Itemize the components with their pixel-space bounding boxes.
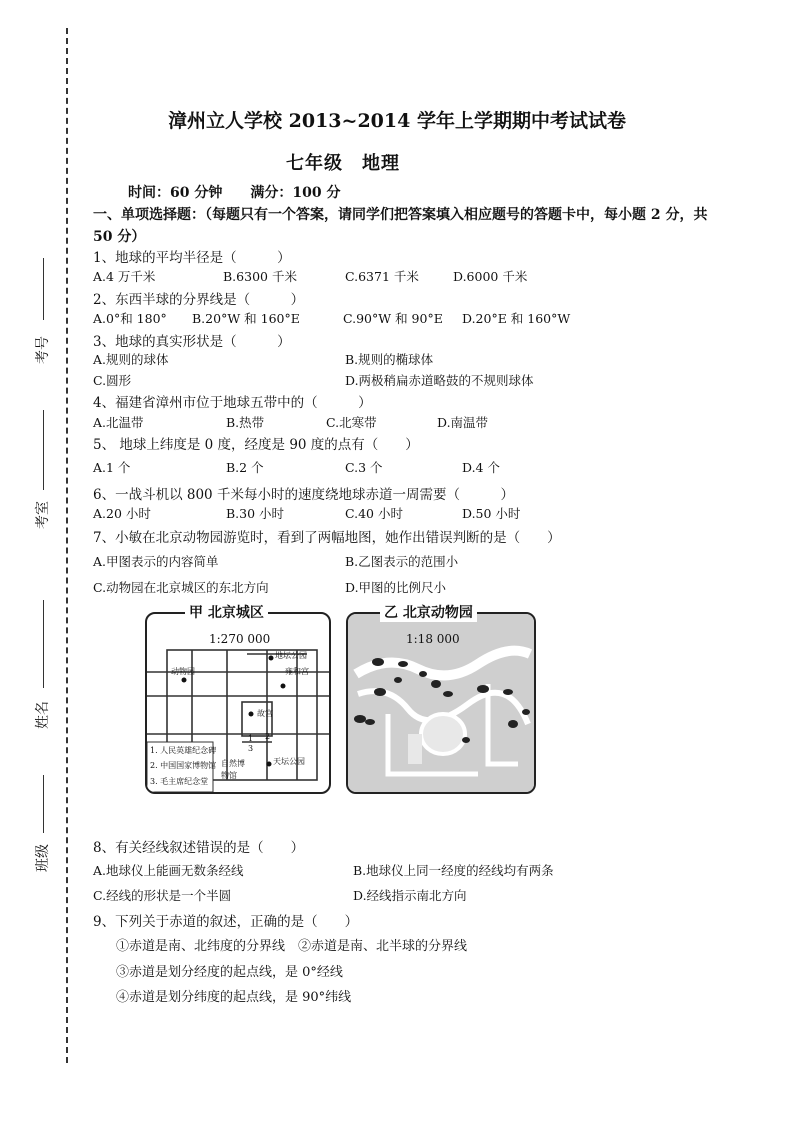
q2-option-d: D.20°E 和 160°W xyxy=(462,311,571,326)
q3-option-a: A.规则的球体 xyxy=(93,352,169,367)
map-b-scale: 1:18 000 xyxy=(406,632,460,646)
q8-option-d: D.经线指示南北方向 xyxy=(353,888,467,903)
q4-option-d: D.南温带 xyxy=(437,415,489,430)
q4-option-b: B.热带 xyxy=(226,415,265,430)
map-beijing-zoo xyxy=(346,612,536,794)
question-5: 5、 地球上纬度是 0 度，经度是 90 度的点有（ ） xyxy=(93,437,419,453)
question-7: 7、小敏在北京动物园游览时，看到了两幅地图，她作出错误判断的是（ ） xyxy=(93,530,561,546)
q2-option-c: C.90°W 和 90°E xyxy=(343,311,443,326)
q7-option-c: C.动物园在北京城区的东北方向 xyxy=(93,580,269,595)
kaohao-label: 考号 xyxy=(35,336,51,364)
question-2: 2、东西半球的分界线是（ ） xyxy=(93,292,305,308)
q5-option-d: D.4 个 xyxy=(462,460,500,475)
class-label: 班级 xyxy=(35,844,51,872)
q2-option-a: A.0°和 180° xyxy=(93,311,167,326)
q8-option-b: B.地球仪上同一经度的经线均有两条 xyxy=(353,863,554,878)
map-a-label-zoo: 动物园 xyxy=(171,667,195,676)
q3-option-b: B.规则的椭球体 xyxy=(345,352,434,367)
kaoshi-blank xyxy=(43,410,44,490)
q9-statement-3: ④赤道是划分纬度的起点线，是 90°纬线 xyxy=(116,990,352,1005)
q3-option-c: C.圆形 xyxy=(93,373,132,388)
section-heading: 一、单项选择题：（每题只有一个答案，请同学们把答案填入相应题号的答题卡中，每小题 2 分，共 50 分） xyxy=(93,207,708,245)
map-beijing-city xyxy=(145,612,331,794)
q3-option-d: D.两极稍扁赤道略鼓的不规则球体 xyxy=(345,373,534,388)
q2-option-b: B.20°W 和 160°E xyxy=(192,311,300,326)
map-a-label-park: 地坛公园 xyxy=(275,651,307,660)
map-a-legend-3: 3. 毛主席纪念堂 xyxy=(150,777,209,786)
map-a-title: 甲 北京城区 xyxy=(185,602,268,622)
map-a-legend-1: 1. 人民英雄纪念碑 xyxy=(150,746,217,755)
q4-option-c: C.北寒带 xyxy=(326,415,377,430)
kaohao-blank xyxy=(43,258,44,320)
question-9: 9、下列关于赤道的叙述，正确的是（ ） xyxy=(93,914,359,930)
q1-option-d: D.6000 千米 xyxy=(453,269,528,284)
question-4: 4、福建省漳州市位于地球五带中的（ ） xyxy=(93,395,372,411)
q7-option-a: A.甲图表示的内容简单 xyxy=(93,554,219,569)
question-3: 3、地球的真实形状是（ ） xyxy=(93,334,291,350)
q6-option-a: A.20 小时 xyxy=(93,506,151,521)
q5-option-b: B.2 个 xyxy=(226,460,264,475)
map-a-label-palace: 故宫 xyxy=(257,709,273,718)
exam-meta: 时间：60 分钟 满分：100 分 xyxy=(128,185,341,201)
question-1: 1、地球的平均半径是（ ） xyxy=(93,250,291,266)
q1-option-b: B.6300 千米 xyxy=(223,269,297,284)
question-6: 6、一战斗机以 800 千米每小时的速度绕地球赤道一周需要（ ） xyxy=(93,487,514,503)
q5-option-a: A.1 个 xyxy=(93,460,131,475)
map-a-label-temple: 雍和宫 xyxy=(285,667,309,676)
map-a-label-museum-a: 自然博 xyxy=(221,759,245,768)
q6-option-c: C.40 小时 xyxy=(345,506,403,521)
q7-option-d: D.甲图的比例尺小 xyxy=(345,580,447,595)
q7-option-b: B.乙图表示的范围小 xyxy=(345,554,459,569)
q6-option-b: B.30 小时 xyxy=(226,506,285,521)
map-a-label-n1: 1 xyxy=(248,734,254,743)
q1-option-a: A.4 万千米 xyxy=(93,269,156,284)
question-8: 8、有关经线叙述错误的是（ ） xyxy=(93,840,305,856)
q1-option-c: C.6371 千米 xyxy=(345,269,419,284)
class-blank xyxy=(43,775,44,833)
kaoshi-label: 考室 xyxy=(35,501,51,529)
map-a-label-n3: 3 xyxy=(248,744,254,753)
map-a-label-temple-heaven: 天坛公园 xyxy=(273,757,305,766)
exam-title: 漳州立人学校 2013~2014 学年上学期期中考试试卷 xyxy=(168,110,626,132)
q9-statement-1: ①赤道是南、北纬度的分界线 ②赤道是南、北半球的分界线 xyxy=(116,939,468,954)
map-a-label-museum-b: 物馆 xyxy=(221,771,237,780)
map-a-label-n2: 2 xyxy=(265,732,271,741)
binding-dashed-line xyxy=(66,28,68,1063)
map-a-scale: 1:270 000 xyxy=(209,632,271,646)
q5-option-c: C.3 个 xyxy=(345,460,383,475)
map-a-legend-2: 2. 中国国家博物馆 xyxy=(150,761,217,770)
map-b-title: 乙 北京动物园 xyxy=(380,602,477,622)
q9-statement-2: ③赤道是划分经度的起点线，是 0°经线 xyxy=(116,965,343,980)
q8-option-c: C.经线的形状是一个半圆 xyxy=(93,888,232,903)
exam-subtitle: 七年级 地理 xyxy=(286,153,400,174)
name-label: 姓名 xyxy=(35,701,51,729)
q4-option-a: A.北温带 xyxy=(93,415,144,430)
name-blank xyxy=(43,600,44,688)
q6-option-d: D.50 小时 xyxy=(462,506,521,521)
q8-option-a: A.地球仪上能画无数条经线 xyxy=(93,863,244,878)
